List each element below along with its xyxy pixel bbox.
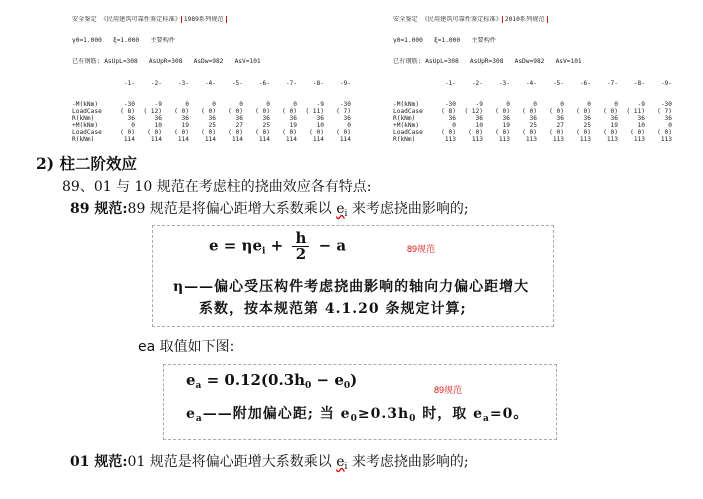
table-row <box>72 122 352 129</box>
table-cell: ( 0) <box>522 107 537 115</box>
eta-description-1: η——偏心受压构件考虑挠曲影响的轴向力偏心距增大 <box>173 279 530 295</box>
table-cell: 36 <box>208 114 216 122</box>
table-cell: 114 <box>231 135 243 142</box>
table-cell: 0 <box>614 100 618 108</box>
spec-tag-1989: 1989系列规范 <box>181 16 227 23</box>
column-header: -3- <box>498 79 510 87</box>
row-label: LoadCase <box>72 107 102 115</box>
eccentricity-formula: $e = \eta e_i$ + $\frac{h}{2}$ − a <box>209 229 347 263</box>
table-cell: 36 <box>343 114 351 122</box>
table-cell: -9 <box>316 100 324 108</box>
row-label: R(kNm) <box>72 114 95 122</box>
row-label: R(kNm) <box>72 135 95 142</box>
table-cell: 10 <box>475 121 483 129</box>
table-cell: 36 <box>154 114 162 122</box>
label-89: 89 规范: <box>70 201 128 217</box>
table-title: 安全鉴定 《民用建筑可靠性鉴定标准》 2010系列规范 <box>393 16 683 23</box>
table-cell: 0 <box>533 100 537 108</box>
table-cell: 10 <box>637 121 645 129</box>
paragraph-89: 89 规范:89 规范是将偏心距增大系数乘以 $e_i$ 来考虑挠曲影响的; <box>70 201 469 219</box>
table-cell: 0 <box>347 121 351 129</box>
table-cell: -30 <box>339 100 351 108</box>
table-cell: ( 0) <box>441 128 456 136</box>
table-cell: ( 0) <box>174 128 189 136</box>
table-rebar: 已有钢筋: AsUpL=308 AsUpR=308 AsDw=982 AsV=101 <box>393 58 582 66</box>
table-cell: 36 <box>448 114 456 122</box>
table-cell: 36 <box>556 114 564 122</box>
table-cell: -30 <box>123 100 135 108</box>
table-cell: ( 11) <box>305 107 324 115</box>
table-cell: ( 0) <box>255 107 270 115</box>
table-cell: 113 <box>606 135 618 142</box>
ea-caption: ea 取值如下图: <box>138 339 235 355</box>
row-label: R(kNm) <box>393 114 416 122</box>
label-01: 01 规范: <box>70 454 128 470</box>
table-row <box>72 108 352 115</box>
table-cell: 0 <box>293 100 297 108</box>
column-header: -5- <box>552 79 564 87</box>
table-cell: -9 <box>154 100 162 108</box>
table-row <box>72 115 352 122</box>
spec-note: 89规范 <box>434 385 463 395</box>
table-cell: -30 <box>660 100 672 108</box>
column-header: -5- <box>231 79 243 87</box>
table-row <box>393 108 683 115</box>
table-cell: 36 <box>610 114 618 122</box>
table-cell: ( 0) <box>309 128 324 136</box>
table-cell: 36 <box>235 114 243 122</box>
column-header: -3- <box>177 79 189 87</box>
table-cell: 0 <box>212 100 216 108</box>
table-cell: ( 11) <box>626 107 645 115</box>
table-cell: 113 <box>498 135 510 142</box>
table-rebar: 已有钢筋: AsUpL=308 AsUpR=308 AsDw=982 AsV=101 <box>72 58 261 66</box>
table-cell: ( 0) <box>603 107 618 115</box>
column-header: -4- <box>204 79 216 87</box>
table-row <box>72 101 352 108</box>
table-cell: ( 0) <box>174 107 189 115</box>
eta-description-2: 系数，按本规范第 4.1.20 条规定计算; <box>199 301 467 317</box>
table-cell: 27 <box>556 121 564 129</box>
paragraph-01: 01 规范:01 规范是将偏心距增大系数乘以 $e_i$ 来考虑挠曲影响的; <box>70 454 469 472</box>
fraction-h-over-2: $\frac{h}{2}$ <box>292 231 309 262</box>
column-header: -2- <box>150 79 162 87</box>
table-cell: ( 0) <box>120 128 135 136</box>
intro-paragraph: 89、01 与 10 规范在考虑柱的挠曲效应各有特点: <box>62 179 372 195</box>
table-cell: 25 <box>262 121 270 129</box>
column-header: -7- <box>285 79 297 87</box>
row-label: LoadCase <box>393 128 423 136</box>
table-cell: ( 8) <box>120 107 135 115</box>
ei-symbol: $e_i$ <box>336 454 348 472</box>
spec-tag-2010: 2010系列规范 <box>502 16 548 23</box>
column-header: -1- <box>444 79 456 87</box>
column-header: -6- <box>579 79 591 87</box>
spec-note: 89规范 <box>407 244 436 254</box>
ea-formula: $e_a = 0.12(0.3h_0 - e_0)$ <box>186 371 358 391</box>
table-cell: 0 <box>452 121 456 129</box>
table-row <box>393 115 683 122</box>
table-cell: ( 0) <box>495 107 510 115</box>
calc-table-2010 <box>393 2 683 142</box>
row-label: LoadCase <box>72 128 102 136</box>
formula-box-2 <box>163 364 557 440</box>
row-label: -M(kNm) <box>393 100 420 108</box>
table-cell: ( 0) <box>630 128 645 136</box>
column-header: -8- <box>312 79 324 87</box>
table-cell: 10 <box>154 121 162 129</box>
ei-symbol: $e_i$ <box>336 201 348 219</box>
table-cell: 19 <box>502 121 510 129</box>
table-cell: ( 0) <box>549 107 564 115</box>
table-cell: 0 <box>239 100 243 108</box>
table-cell: ( 0) <box>495 128 510 136</box>
table-cell: 114 <box>177 135 189 142</box>
table-params: γ0=1.000 ξ=1.000 主要构件 <box>393 37 496 45</box>
table-cell: 36 <box>262 114 270 122</box>
column-header: -1- <box>123 79 135 87</box>
table-title: 安全鉴定 《民用建筑可靠性鉴定标准》 1989系列规范 <box>72 16 352 23</box>
table-cell: 114 <box>204 135 216 142</box>
row-label: +M(kNm) <box>72 121 99 129</box>
table-cell: ( 0) <box>228 128 243 136</box>
table-cell: 113 <box>633 135 645 142</box>
table-cell: 19 <box>610 121 618 129</box>
row-label: LoadCase <box>393 107 423 115</box>
table-cell: 114 <box>258 135 270 142</box>
table-cell: ( 0) <box>228 107 243 115</box>
table-col-headers <box>72 80 352 87</box>
table-cell: ( 0) <box>336 128 351 136</box>
column-header: -7- <box>606 79 618 87</box>
table-cell: 114 <box>339 135 351 142</box>
table-cell: -30 <box>444 100 456 108</box>
table-cell: ( 0) <box>201 107 216 115</box>
table-cell: 25 <box>208 121 216 129</box>
table-cell: 113 <box>525 135 537 142</box>
table-cell: 36 <box>529 114 537 122</box>
table-cell: 0 <box>266 100 270 108</box>
table-cell: 36 <box>637 114 645 122</box>
table-cell: ( 0) <box>522 128 537 136</box>
formula-box-1 <box>152 225 554 327</box>
table-cell: 113 <box>471 135 483 142</box>
table-cell: ( 0) <box>549 128 564 136</box>
table-cell: 36 <box>583 114 591 122</box>
table-cell: -9 <box>637 100 645 108</box>
table-cell: ( 0) <box>603 128 618 136</box>
table-cell: 0 <box>185 100 189 108</box>
table-row <box>72 129 352 136</box>
table-cell: ( 0) <box>576 128 591 136</box>
table-row <box>393 129 683 136</box>
table-cell: 0 <box>506 100 510 108</box>
column-header: -8- <box>633 79 645 87</box>
table-cell: ( 0) <box>201 128 216 136</box>
table-cell: 19 <box>181 121 189 129</box>
column-header: -4- <box>525 79 537 87</box>
table-cell: 0 <box>587 100 591 108</box>
table-cell: 113 <box>579 135 591 142</box>
table-cell: 113 <box>552 135 564 142</box>
table-cell: 114 <box>312 135 324 142</box>
table-row <box>393 101 683 108</box>
table-cell: 36 <box>502 114 510 122</box>
ea-description: $e_a——$附加偏心距; 当 $e_0\ge 0.3h_0$ 时，取 $e_a=0$。 <box>186 406 529 424</box>
table-cell: 36 <box>289 114 297 122</box>
table-cell: ( 7) <box>336 107 351 115</box>
table-cell: 25 <box>529 121 537 129</box>
table-cell: ( 0) <box>468 128 483 136</box>
table-cell: 0 <box>131 121 135 129</box>
table-cell: 36 <box>127 114 135 122</box>
table-params: γ0=1.000 ξ=1.000 主要构件 <box>72 37 175 45</box>
table-cell: 10 <box>316 121 324 129</box>
table-cell: ( 0) <box>255 128 270 136</box>
table-cell: ( 12) <box>464 107 483 115</box>
row-label: -M(kNm) <box>72 100 99 108</box>
table-cell: 36 <box>181 114 189 122</box>
table-cell: 113 <box>444 135 456 142</box>
table-cell: 19 <box>289 121 297 129</box>
table-cell: ( 0) <box>282 128 297 136</box>
table-cell: 25 <box>583 121 591 129</box>
table-cell: 36 <box>475 114 483 122</box>
table-row <box>393 122 683 129</box>
table-cell: 36 <box>316 114 324 122</box>
table-cell: ( 8) <box>441 107 456 115</box>
table-row <box>72 136 352 142</box>
table-cell: ( 7) <box>657 107 672 115</box>
calc-table-1989 <box>72 2 352 142</box>
table-cell: 0 <box>668 121 672 129</box>
row-label: +M(kNm) <box>393 121 420 129</box>
table-cell: 27 <box>235 121 243 129</box>
table-cell: 0 <box>560 100 564 108</box>
column-header: -2- <box>471 79 483 87</box>
table-cell: ( 0) <box>576 107 591 115</box>
table-cell: ( 12) <box>143 107 162 115</box>
column-header: -9- <box>339 79 351 87</box>
section-heading: 2) 柱二阶效应 <box>36 154 138 173</box>
table-cell: 114 <box>123 135 135 142</box>
table-cell: ( 0) <box>657 128 672 136</box>
column-header: -6- <box>258 79 270 87</box>
table-cell: ( 0) <box>147 128 162 136</box>
table-cell: 114 <box>150 135 162 142</box>
row-label: R(kNm) <box>393 135 416 142</box>
table-col-headers <box>393 80 683 87</box>
table-cell: -9 <box>475 100 483 108</box>
column-header: -9- <box>660 79 672 87</box>
table-cell: 36 <box>664 114 672 122</box>
table-cell: ( 0) <box>282 107 297 115</box>
table-cell: 114 <box>285 135 297 142</box>
table-row <box>393 136 683 142</box>
table-cell: 113 <box>660 135 672 142</box>
